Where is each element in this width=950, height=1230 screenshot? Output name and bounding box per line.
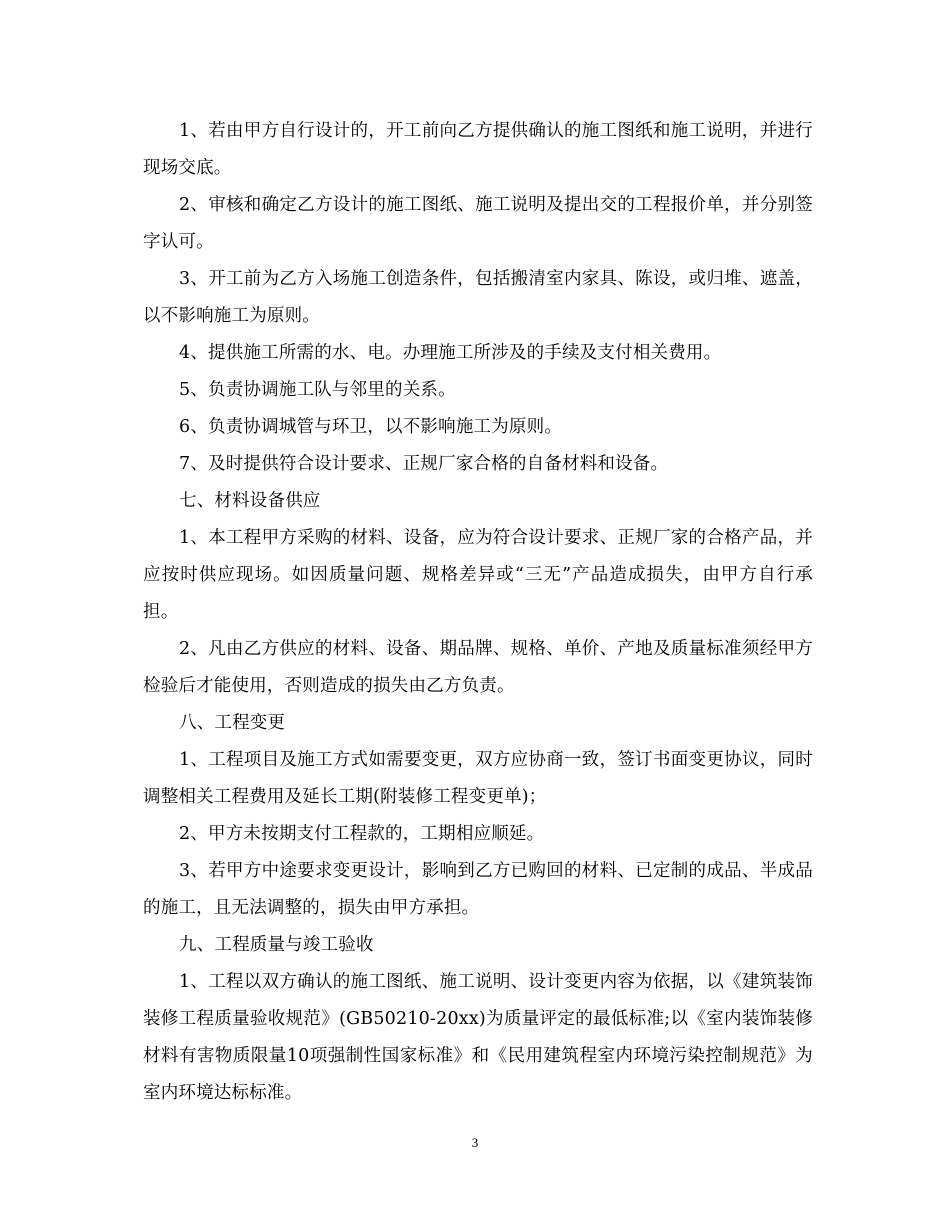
paragraph: 4、提供施工所需的水、电。办理施工所涉及的手续及支付相关费用。 — [179, 343, 722, 363]
paragraph: 1、本工程甲方采购的材料、设备，应为符合设计要求、正规厂家的合格产品，并应按时供应现场。如因质量问题、规格差异或“三无”产品造成损失，由甲方自行承担。 — [143, 528, 813, 622]
section-heading: 八、工程变更 — [179, 713, 286, 733]
paragraph: 2、甲方未按期支付工程款的，工期相应顺延。 — [179, 824, 545, 844]
paragraph: 1、工程项目及施工方式如需要变更，双方应协商一致，签订书面变更协议，同时调整相关工程费用及延长工期(附装修工程变更单)； — [143, 750, 813, 807]
paragraph: 6、负责协调城管与环卫，以不影响施工为原则。 — [179, 417, 563, 437]
paragraph: 1、若由甲方自行设计的，开工前向乙方提供确认的施工图纸和施工说明，并进行现场交底。 — [143, 121, 813, 178]
paragraph: 2、凡由乙方供应的材料、设备、期品牌、规格、单价、产地及质量标准须经甲方检验后才能使用，否则造成的损失由乙方负责。 — [143, 639, 813, 696]
page-number: 3 — [471, 1135, 479, 1150]
document-body — [143, 113, 813, 1112]
paragraph: 7、及时提供符合设计要求、正规厂家合格的自备材料和设备。 — [179, 454, 669, 474]
paragraph: 2、审核和确定乙方设计的施工图纸、施工说明及提出交的工程报价单，并分别签字认可。 — [143, 195, 813, 252]
paragraph: 5、负责协调施工队与邻里的关系。 — [179, 380, 456, 400]
paragraph: 3、开工前为乙方入场施工创造条件，包括搬清室内家具、陈设，或归堆、遮盖，以不影响施工为原则。 — [143, 269, 813, 326]
section-heading: 九、工程质量与竣工验收 — [179, 935, 374, 955]
paragraph: 1、工程以双方确认的施工图纸、施工说明、设计变更内容为依据，以《建筑装饰装修工程质量验收规范》(GB50210-20xx)为质量评定的最低标准;以《室内装饰装修材料有害物质限量10项强制性国家标准》和《民用建筑程室内环境污染控制规范》为室内环境达标标准。 — [143, 972, 813, 1103]
paragraph: 3、若甲方中途要求变更设计，影响到乙方已购回的材料、已定制的成品、半成品的施工，且无法调整的，损失由甲方承担。 — [143, 861, 813, 918]
section-heading: 七、材料设备供应 — [179, 491, 321, 511]
